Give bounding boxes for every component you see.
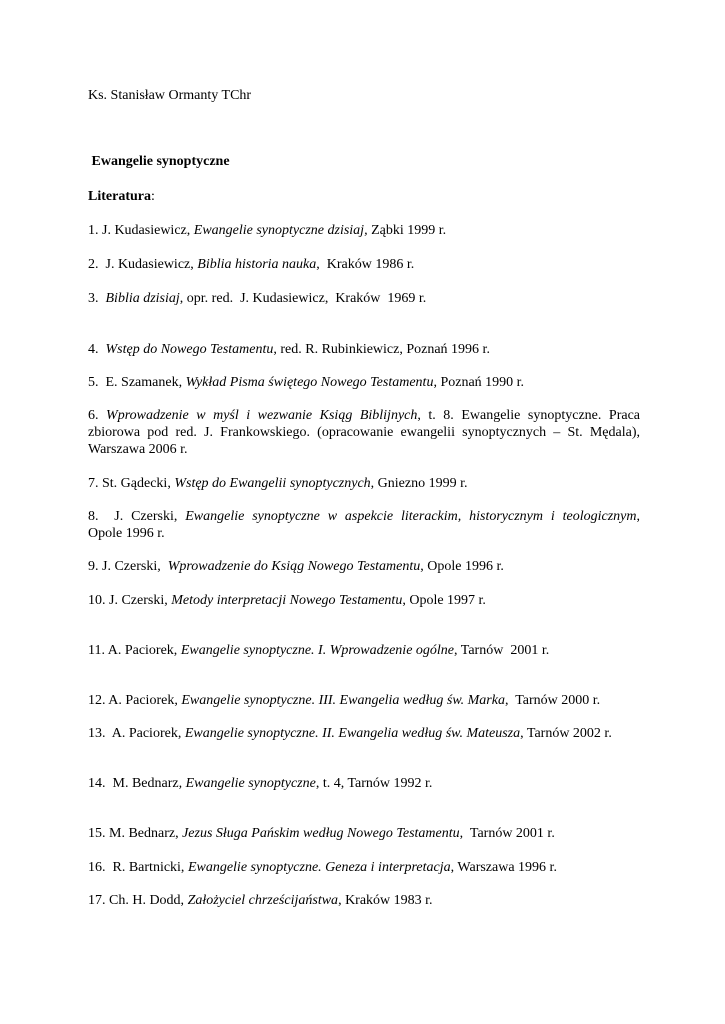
bibliography-entry-14 [88,775,640,792]
entry-title: Metody interpretacji Nowego Testamentu [171,593,403,608]
entry-publication: , Poznań 1990 r. [433,375,525,390]
literature-colon: : [150,189,155,204]
entry-publication: , Tarnów 2001 r. [459,826,555,841]
entry-line-2: Opole 1996 r. [88,526,165,541]
entry-title: Ewangelie synoptyczne. I. Wprowadzenie ogólne [180,643,455,658]
entry-author: M. Bednarz, [105,826,183,841]
entry-author: J. Kudasiewicz, [98,257,198,272]
bibliography-entry-3 [88,290,640,307]
entry-number: 2. [88,257,99,272]
entry-title: Wstęp do Nowego Testamentu [105,342,274,357]
bibliography-entry-12 [88,692,640,709]
bibliography-entry-9 [88,558,640,575]
entry-title: , Ewangelie synoptyczne [178,776,316,791]
entry-title: Wprowadzenie do Ksiąg Nowego Testamentu [167,559,421,574]
entry-title: Ewangelie synoptyczne. II. Ewangelia według św. Mateusza [184,726,521,741]
bibliography-entry-2 [88,256,640,273]
bibliography-entry-16 [88,859,640,876]
entry-number: 14. [88,776,106,791]
bibliography-entry-6 [88,407,640,458]
entry-title: Ewangelie synoptyczne dzisiaj, [193,223,368,238]
entry-number: 13. [88,726,106,741]
entry-title: Ewangelie synoptyczne w aspekcie literackim, historycznym i teologicznym [185,509,637,524]
entry-title: Wykład Pisma świętego Nowego Testamentu [185,375,434,390]
entry-publication: , Opole 1997 r. [402,593,486,608]
entry-number: 10. [88,593,106,608]
document-title [88,153,640,170]
entry-line-2: zbiorowa pod red. J. Frankowskiego. (opracowanie ewangelii synoptycznych – St. Mędala), [88,425,640,440]
entry-publication: , Tarnów 2002 r. [520,726,612,741]
entry-line-3: Warszawa 2006 r. [88,442,188,457]
entry-author: R. Bartnicki, [105,860,188,875]
entry-author: J. Czerski, [98,559,168,574]
entry-author: St. Gądecki, [98,476,175,491]
entry-details: , t. 8. Ewangelie synoptyczne. Praca [417,408,641,423]
entry-title: Ewangelie synoptyczne. Geneza i interpretacja [187,860,451,875]
bibliography-entry-15 [88,825,640,842]
bibliography-entry-17 [88,892,640,909]
title-text: Ewangelie synoptyczne [91,154,230,169]
bibliography-entry-10 [88,592,640,609]
entry-number: 9. [88,559,99,574]
entry-publication: , Gniezno 1999 r. [370,476,468,491]
entry-author: J. Czerski, [98,509,186,524]
entry-author: J. Czerski, [105,593,172,608]
bibliography-entry-8 [88,508,640,542]
entry-number: 3. [88,291,99,306]
entry-number: 7. [88,476,99,491]
literature-heading [88,188,640,205]
entry-punct: , [636,509,640,524]
entry-author: A. Paciorek, [105,726,185,741]
entry-publication: , Kraków 1983 r. [338,893,433,908]
entry-publication: , red. R. Rubinkiewicz, Poznań 1996 r. [273,342,490,357]
bibliography-entry-1 [88,222,640,239]
entry-publication: , t. 4, Tarnów 1992 r. [315,776,433,791]
bibliography-entry-4 [88,341,640,358]
entry-author: A. Paciorek, [104,643,181,658]
entry-author: E. Szamanek, [98,375,186,390]
entry-publication: , Tarnów 2001 r. [454,643,550,658]
author-name: Ks. Stanisław Ormanty TChr [88,88,252,103]
entry-number: 4. [88,342,99,357]
entry-title: Jezus Sługa Pańskim według Nowego Testamentu [182,826,460,841]
entry-title: Założyciel chrześcijaństwa [187,893,339,908]
entry-publication: Ząbki 1999 r. [367,223,447,238]
entry-number: 15. [88,826,106,841]
entry-number: 16. [88,860,106,875]
entry-title: Wstęp do Ewangelii synoptycznych [174,476,371,491]
entry-publication: , Warszawa 1996 r. [450,860,557,875]
entry-author: J. Kudasiewicz, [98,223,194,238]
bibliography-entry-7 [88,475,640,492]
entry-number: 17. [88,893,106,908]
entry-publication: , Kraków 1986 r. [316,257,415,272]
entry-number: 11. [88,643,105,658]
bibliography-entry-13 [88,725,640,742]
entry-line-1 [88,407,640,424]
entry-title: Biblia historia nauka [197,257,317,272]
entry-title: Wprowadzenie w myśl i wezwanie Ksiąg Biblijnych [106,408,418,423]
entry-title: Biblia dzisiaj [105,291,180,306]
entry-publication: , Opole 1996 r. [420,559,504,574]
entry-publication: , Tarnów 2000 r. [504,693,601,708]
entry-publication: , opr. red. J. Kudasiewicz, Kraków 1969 r. [179,291,427,306]
entry-author [99,291,106,306]
entry-number: 8. [88,509,99,524]
entry-author: Ch. H. Dodd, [105,893,188,908]
entry-line-1 [88,508,640,525]
bibliography-entry-5 [88,374,640,391]
entry-title: Ewangelie synoptyczne. III. Ewangelia według św. Marka [181,693,505,708]
author-line [88,87,640,104]
entry-number: 12. [88,693,106,708]
entry-number: 1. [88,223,99,238]
bibliography-entry-11 [88,642,640,659]
entry-number: 5. [88,375,99,390]
entry-author: A. Paciorek, [105,693,182,708]
literature-label: Literatura [88,189,151,204]
entry-author [99,342,106,357]
entry-number: 6. [88,408,99,423]
entry-author: M. Bednarz [105,776,179,791]
